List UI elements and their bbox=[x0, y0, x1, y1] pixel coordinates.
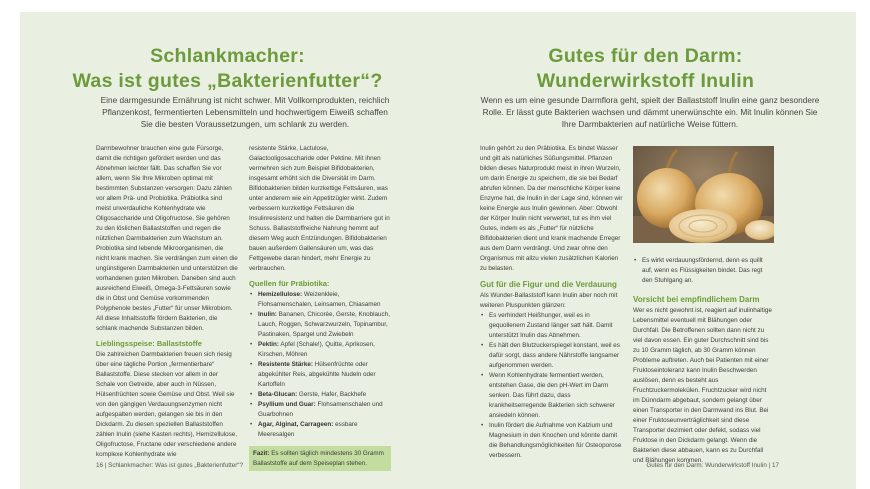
left-intro: Eine darmgesunde Ernährung ist nicht schwer. Mit Vollkornprodukten, reichlich Pflanzenkost, fermentierten Lebensmitteln und hochwertigem Eiweiß schaffen Sie die besten Voraussetzungen, um schlank zu werden. bbox=[100, 95, 390, 129]
inulin-benefits-list bbox=[480, 311, 623, 461]
left-column-1 bbox=[96, 144, 238, 460]
right-title-line-1: Gutes für den Darm: bbox=[548, 45, 743, 67]
list-item: • Inulin: Bananen, Chicorée, Gerste, Knoblauch, Lauch, Roggen, Schwarzwurzeln, Topinambur, Pastinaken, Spargel und Zwiebeln bbox=[249, 310, 392, 340]
right-intro: Wenn es um eine gesunde Darmflora geht, spielt der Ballaststoff Inulin eine ganz besondere Rolle. Er lässt gute Bakterien wachsen und dämmt unerwünschte ein. Mit Inulin können Sie Ihre Darmbakterien auf natürliche Weise füttern. bbox=[480, 95, 820, 129]
fazit-label: Fazit: bbox=[253, 450, 270, 457]
left-title-line-2: Was ist gutes „Bakterienfutter“? bbox=[72, 70, 383, 92]
fazit-box bbox=[249, 446, 391, 471]
list-item: • Inulin fördert die Aufnahme von Kalzium und Magnesium in den Knochen und könnte damit die Behandlungsmöglichkeiten für Osteoporose verbessern. bbox=[480, 421, 623, 461]
list-item: • Es verhindert Heißhunger, weil es in gequollenem Zustand länger satt hält. Damit unterstützt Inulin das Abnehmen. bbox=[480, 311, 623, 341]
left-col1-paragraph-1: Darmbewohner brauchen eine gute Fürsorge, damit die richtigen gefördert werden und das Abnehmen leichter fällt. Das schaffen Sie vor allem, wenn Sie Ihre Mikroben optimal mit bestimmten Substanzen versorgen: Dazu zählen vor allem Prä- und Probiotika. Präbiotika sind meist unverdauliche Kohlenhydrate wie Oligosaccharide und Oligofructose. Sie gehören zu den löslichen Ballaststoffen und regen die nützlichen Darmbakterien zum Wachstum an. Probiotika sind lebende Mikroorganismen, die nicht krank machen. Sie verdrängen zum einen die ungünstigeren Darmbakterien und unterstützen die vorhandenen guten Mikroben. Daneben sind auch ausreichend Eiweiß, Omega-3-Fettsäuren sowie die in Obst und Gemüse vorkommenden Polyphenole bestes „Futter“ für unser Mikrobiom. All diese Inhaltsstoffe fördern Bakterien, die schlank machende Substanzen bilden. bbox=[96, 145, 238, 332]
list-item: • Resistente Stärke: Hülsenfrüchte oder abgekühlter Reis, abgekühlte Nudeln oder Kartoffeln bbox=[249, 360, 392, 390]
right-page-title bbox=[435, 44, 856, 94]
list-item: • Es wirkt verdauungsfördernd, denn es quillt auf, wenn es Flüssigkeiten bindet. Das regt den Stuhlgang an. bbox=[633, 256, 774, 286]
right-column-2 bbox=[633, 256, 774, 466]
fazit-text: Es sollten täglich mindestens 30 Gramm Ballaststoffe auf dem Speiseplan stehen. bbox=[253, 450, 384, 467]
onions-photo bbox=[633, 146, 774, 243]
left-col1-paragraph-2: Die zahlreichen Darmbakterien freuen sich riesig über eine tägliche Portion „fermentierbare“ Ballaststoffe. Diese stecken vor allem in der Schale von Getreide, aber auch in Nüssen, Hülsenfrüchten sowie Gemüse und Obst. Weil sie von den gängigen Verdauungsenzymen nicht aufgespalten werden, gelangen sie bis in den Dickdarm. Zu diesen speziellen Ballaststoffen zählen Inulin (siehe Kasten rechts), Hemizellulose, Oligofructose, Fructane oder verschiedene andere komplexe Kohlenhydrate wie bbox=[96, 351, 238, 458]
list-item: • Wenn Kohlenhydrate fermentiert werden, entstehen Gase, die den pH-Wert im Darm senken. Das führt dazu, dass krankheitserregende Bakterien sich schwerer ansiedeln können. bbox=[480, 371, 623, 421]
left-col2-subheading: Quellen für Präbiotika: bbox=[249, 279, 330, 288]
right-col2-paragraph-1: Wer es nicht gewohnt ist, reagiert auf inulinhaltige Lebensmittel eventuell mit Blähungen oder Durchfall. Die Betroffenen sollten dann nicht zu viel davon essen. Ein guter Durchschnitt sind bis zu 10 Gramm täglich, ab 30 Gramm können Probleme auftreten. Auch bei Patienten mit einer Fruktoseintoleranz kann Inulin Beschwerden auslösen, denn es besteht aus Fruchtzuckermolekülen. Fruchtzucker wird nicht im Dünndarm abgebaut, sondern gelangt über einen Transporter in den Darmwand ins Blut. Bei einer Fruktoseunverträglichkeit sind diese Transporter dezimiert oder defekt, sodass viel Fruktose in den Dickdarm gelangt. Wenn die Bakterien diese abbauen, kann es zu Durchfall und Blähungen kommen. bbox=[633, 307, 772, 464]
right-column-1 bbox=[480, 144, 623, 461]
prebiotics-sources-list bbox=[249, 290, 392, 440]
list-item: • Beta-Glucan: Gerste, Hafer, Backhefe bbox=[249, 390, 392, 400]
left-col1-subheading: Lieblingsspeise: Ballaststoffe bbox=[96, 339, 202, 348]
left-page-title bbox=[20, 44, 435, 94]
right-page bbox=[435, 0, 870, 489]
right-title-line-2: Wunderwirkstoff Inulin bbox=[536, 70, 755, 92]
right-col1-paragraph-1: Inulin gehört zu den Präbiotika. Es bindet Wasser und gilt als natürliches Süßungsmittel. Pflanzen bilden dieses Naturprodukt meist in ihren Wurzeln, um darin Energie zu speichern, die sie bei Bedarf abrufen können. Da der menschliche Körper keine Enzyme hat, die Inulin in der Lage sind, können wir keine Energie aus Inulin gewinnen. Aber: Obwohl der Körper Inulin nicht verwertet, tut es ihm viel Gutes, indem es als „Futter“ für nützliche Bifidobakterien dient und krank machende Erreger aus dem Darm verdrängt. Und zwar ohne den Organismus mit allzu vielen zusätzlichen Kalorien zu belasten. bbox=[480, 145, 623, 272]
left-column-2 bbox=[249, 144, 392, 471]
onions-photo-icon bbox=[633, 146, 774, 243]
left-col2-paragraph-1: resistente Stärke, Lactulose, Galactooligosaccharide oder Pektine. Mit ihnen vermehren sich zum Beispiel Bifidobakterien, insgesamt erhöht sich die Diversität im Darm. Bifidobakterien bilden kurzkettige Fettsäuren, was unter anderem wie ein Appetitzügler wirkt. Zudem verbessern kurzkettige Fettsäuren die Insulinresistenz und halten die Darmbarriere gut in Schuss. Ballaststoffreiche Nahrung hemmt auf diesem Weg auch Entzündungen. Bifidobakterien bauen außerdem Gallensäuren um, was das Fettgewebe daran hindert, mehr Energie zu verbrauchen. bbox=[249, 145, 390, 272]
list-item: • Es hält den Blutzuckerspiegel konstant, weil es dafür sorgt, dass andere Nährstoffe langsamer aufgenommen werden. bbox=[480, 341, 623, 371]
left-title-line-1: Schlankmacher: bbox=[150, 45, 305, 67]
list-item: • Pektin: Apfel (Schale!), Quitte, Aprikosen, Kirschen, Möhren bbox=[249, 340, 392, 360]
list-item: • Psyllium und Guar: Flohsamenschalen und Guarbohnen bbox=[249, 400, 392, 420]
right-page-footer: Gutes für den Darm: Wunderwirkstoff Inulin | 17 bbox=[646, 462, 779, 469]
inulin-benefits-list-continued bbox=[633, 256, 774, 286]
list-item: • Agar, Alginat, Carrageen: essbare Meeresalgen bbox=[249, 420, 392, 440]
right-col1-subheading: Gut für die Figur und die Verdauung bbox=[480, 280, 617, 289]
right-col2-subheading: Vorsicht bei empfindlichem Darm bbox=[633, 295, 760, 304]
list-item: • Hemizellulose: Weizenkleie, Flohsamenschalen, Leinsamen, Chiasamen bbox=[249, 290, 392, 310]
right-col1-paragraph-2: Als Wunder-Ballaststoff kann Inulin aber noch mit weiteren Pluspunkten glänzen: bbox=[480, 292, 618, 309]
left-page-footer: 16 | Schlankmacher: Was ist gutes „Bakterienfutter“? bbox=[96, 462, 243, 469]
